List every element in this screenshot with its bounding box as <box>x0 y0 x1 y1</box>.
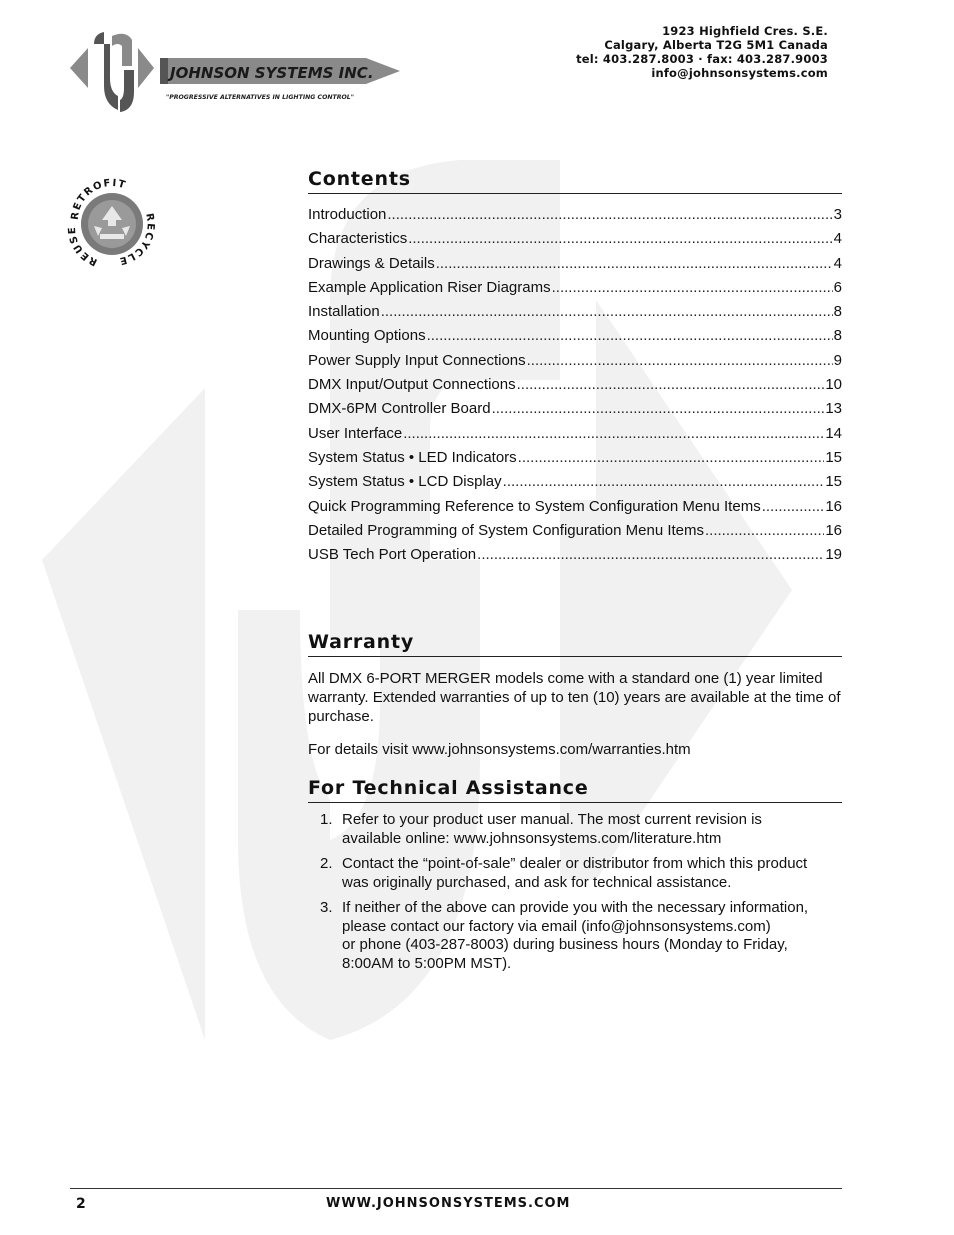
toc-leader-dots <box>527 352 833 369</box>
address-street: 1923 Highfield Cres. S.E. <box>662 24 828 38</box>
toc-entry[interactable] <box>308 303 842 327</box>
toc-entry-title: Mounting Options <box>308 327 426 345</box>
assistance-item-number: 2. <box>320 855 333 872</box>
toc-entry-title: DMX Input/Output Connections <box>308 376 516 394</box>
toc-leader-dots <box>381 303 833 320</box>
toc-leader-dots <box>492 400 825 417</box>
toc-leader-dots <box>387 206 832 223</box>
toc-leader-dots <box>503 473 825 490</box>
toc-leader-dots <box>552 279 833 296</box>
toc-entry-title: System Status • LED Indicators <box>308 448 517 466</box>
toc-entry-page: 14 <box>825 424 842 442</box>
logo-tagline: "PROGRESSIVE ALTERNATIVES IN LIGHTING CONTROL" <box>166 94 354 101</box>
toc-entry-page: 4 <box>833 254 842 272</box>
toc-entry[interactable] <box>308 352 842 376</box>
toc-entry[interactable] <box>308 498 842 522</box>
logo-company-name: JOHNSON SYSTEMS INC. <box>170 64 374 82</box>
assistance-item <box>308 811 842 848</box>
address-email: info@johnsonsystems.com <box>651 66 828 80</box>
assistance-item-line: or phone (403-287-8003) during business hours (Monday to Friday, <box>342 936 788 953</box>
toc-entry-title: DMX-6PM Controller Board <box>308 400 491 418</box>
assistance-item-line: Refer to your product user manual. The most current revision is <box>342 811 762 828</box>
toc-entry[interactable] <box>308 206 842 230</box>
toc-entry[interactable] <box>308 522 842 546</box>
assistance-item-number: 1. <box>320 811 333 828</box>
toc-leader-dots <box>477 546 824 563</box>
page-number: 2 <box>76 1196 86 1212</box>
toc-leader-dots <box>427 327 833 344</box>
seal-retrofit-text: RETROFIT <box>69 177 128 221</box>
company-address <box>576 24 828 80</box>
warranty-heading: Warranty <box>308 631 842 657</box>
toc-entry-title: Installation <box>308 303 380 321</box>
toc-entry[interactable] <box>308 230 842 254</box>
toc-entry-page: 13 <box>825 400 842 418</box>
toc-entry-page: 15 <box>825 473 842 491</box>
toc-entry-page: 19 <box>825 546 842 564</box>
seal-reuse-text: REUSE <box>66 225 100 268</box>
toc-entry[interactable] <box>308 255 842 279</box>
toc-entry[interactable] <box>308 376 842 400</box>
toc-entry-title: Drawings & Details <box>308 254 435 272</box>
toc-entry[interactable] <box>308 449 842 473</box>
assistance-item <box>308 855 842 892</box>
footer-rule <box>70 1188 842 1189</box>
retrofit-recycle-reuse-seal <box>64 176 160 272</box>
footer-website[interactable]: WWW.JOHNSONSYSTEMS.COM <box>326 1196 571 1211</box>
toc-entry[interactable] <box>308 473 842 497</box>
toc-leader-dots <box>517 376 825 393</box>
toc-entry-title: System Status • LCD Display <box>308 473 502 491</box>
assistance-item-line: If neither of the above can provide you with the necessary information, <box>342 899 809 916</box>
toc-entry-title: Introduction <box>308 206 387 223</box>
company-logo <box>68 26 402 116</box>
assistance-item-line: available online: www.johnsonsystems.com/literature.htm <box>342 829 722 847</box>
toc-entry-page: 3 <box>833 206 842 223</box>
toc-entry-page: 15 <box>825 448 842 466</box>
toc-leader-dots <box>408 230 832 247</box>
technical-assistance-section <box>308 777 842 980</box>
address-phone-fax: tel: 403.287.8003 · fax: 403.287.9003 <box>576 52 828 66</box>
toc-entry-page: 16 <box>825 497 842 515</box>
toc-entry-title: USB Tech Port Operation <box>308 546 477 564</box>
assistance-item-line: was originally purchased, and ask for technical assistance. <box>342 873 732 891</box>
logo-mark <box>70 32 154 112</box>
toc-entry-page: 10 <box>825 376 842 394</box>
assistance-item-line: Contact the “point-of-sale” dealer or distributor from which this product <box>342 855 808 872</box>
toc-leader-dots <box>518 449 825 466</box>
warranty-paragraph: All DMX 6-PORT MERGER models come with a standard one (1) year limited warranty. Extended warranties of up to ten (10) years are available at the time of purchase. <box>308 670 841 725</box>
toc-entry-page: 16 <box>825 521 842 539</box>
toc-entry[interactable] <box>308 425 842 449</box>
toc-leader-dots <box>436 255 833 272</box>
toc-entry-page: 4 <box>833 230 842 248</box>
assistance-item-number: 3. <box>320 899 333 916</box>
warranty-details-link[interactable]: For details visit www.johnsonsystems.com/warranties.htm <box>308 741 691 758</box>
toc-entry-title: Example Application Riser Diagrams <box>308 278 551 296</box>
toc-entry-title: Characteristics <box>308 230 408 248</box>
warranty-section <box>308 631 842 759</box>
technical-assistance-heading: For Technical Assistance <box>308 777 842 803</box>
toc-entry[interactable] <box>308 546 842 570</box>
contents-heading: Contents <box>308 168 842 194</box>
toc-leader-dots <box>403 425 824 442</box>
assistance-list <box>308 811 842 973</box>
toc-entry[interactable] <box>308 279 842 303</box>
toc-entry[interactable] <box>308 327 842 351</box>
toc-leader-dots <box>705 522 824 539</box>
toc-entry-page: 6 <box>833 278 842 296</box>
toc-entry-title: Power Supply Input Connections <box>308 351 526 369</box>
toc-entry-page: 9 <box>833 351 842 369</box>
toc-leader-dots <box>762 498 825 515</box>
toc-entry-title: User Interface <box>308 424 403 442</box>
toc-entry[interactable] <box>308 400 842 424</box>
toc-entry-page: 8 <box>833 303 842 321</box>
toc-entry-title: Detailed Programming of System Configuration Menu Items <box>308 521 705 539</box>
assistance-item-line: please contact our factory via email (info@johnsonsystems.com) <box>342 917 771 935</box>
toc-entry-title: Quick Programming Reference to System Configuration Menu Items <box>308 497 761 515</box>
seal-recycle-text: RECYCLE <box>117 212 156 267</box>
toc-entry-page: 8 <box>833 327 842 345</box>
address-city: Calgary, Alberta T2G 5M1 Canada <box>604 38 828 52</box>
contents-list <box>308 206 842 570</box>
assistance-item <box>308 899 842 973</box>
assistance-item-line: 8:00AM to 5:00PM MST). <box>342 954 512 972</box>
contents-section <box>308 168 842 570</box>
